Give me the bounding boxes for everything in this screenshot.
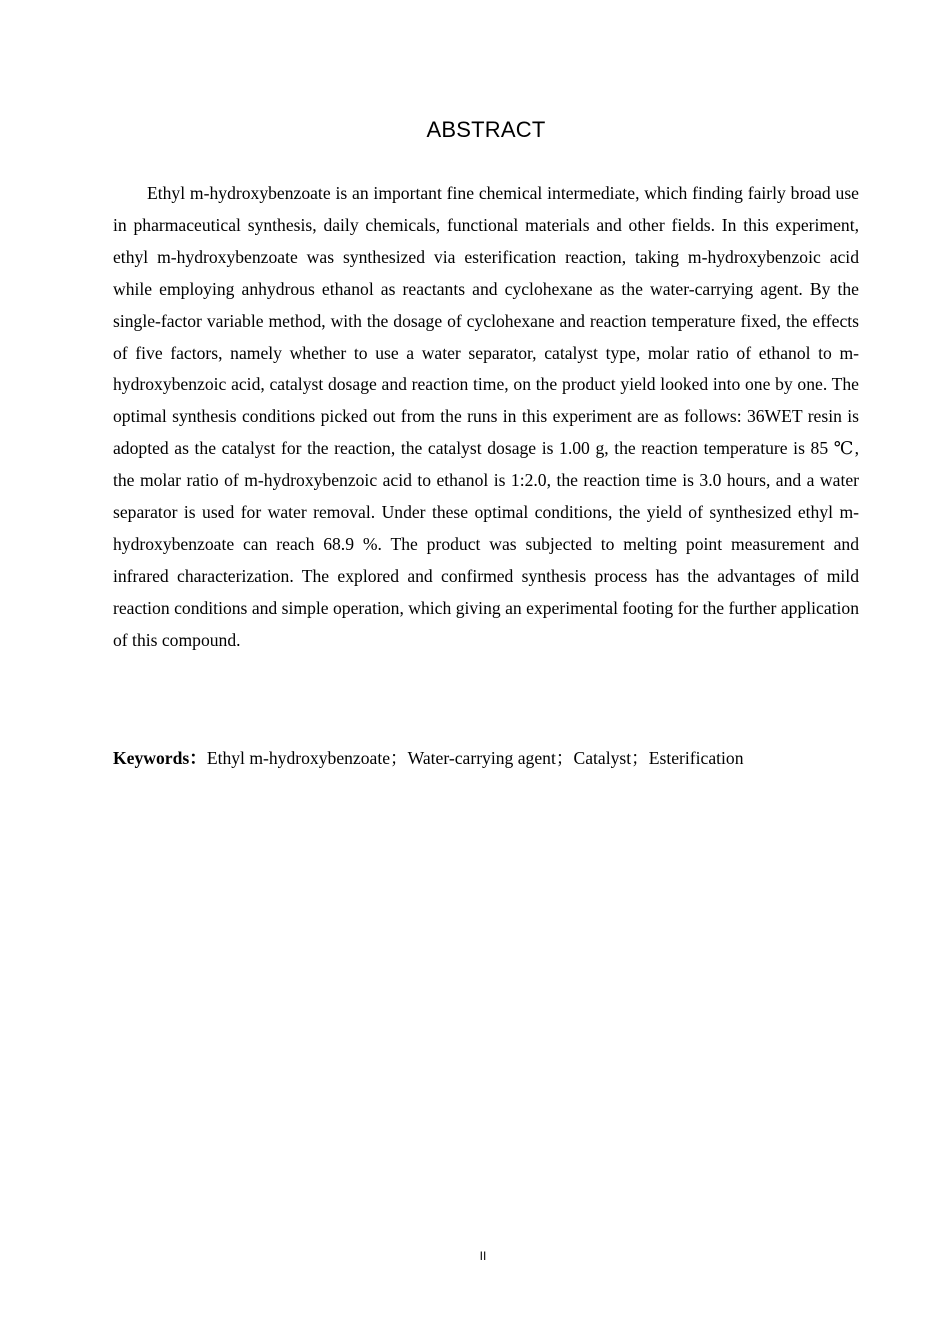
keyword-item: Catalyst bbox=[573, 748, 632, 768]
abstract-paragraph: Ethyl m-hydroxybenzoate is an important fine chemical intermediate, which finding fairly broad use in pharmaceutical synthesis, daily chemicals, functional materials and other fields. In this experiment, ethyl m-hydroxybenzoate was synthesized via esterification reaction, taking m-hydroxybenzoic acid while employing anhydrous ethanol as reactants and cyclohexane as the water-carrying agent. By the single-factor variable method, with the dosage of cyclohexane and reaction temperature fixed, the effects of five factors, namely whether to use a water separator, catalyst type, molar ratio of ethanol to m-hydroxybenzoic acid, catalyst dosage and reaction time, on the product yield looked into one by one. The optimal synthesis conditions picked out from the runs in this experiment are as follows: 36WET resin is adopted as the catalyst for the reaction, the catalyst dosage is 1.00 g, the reaction temperature is 85 ℃, the molar ratio of m-hydroxybenzoic acid to ethanol is 1:2.0, the reaction time is 3.0 hours, and a water separator is used for water removal. Under these optimal conditions, the yield of synthesized ethyl m-hydroxybenzoate can reach 68.9 %. The product was subjected to melting point measurement and infrared characterization. The explored and confirmed synthesis process has the advantages of mild reaction conditions and simple operation, which giving an experimental footing for the further application of this compound. bbox=[113, 183, 859, 650]
keyword-separator: ； bbox=[555, 748, 574, 768]
abstract-title: ABSTRACT bbox=[426, 117, 546, 142]
page-number: II bbox=[479, 1249, 487, 1263]
keyword-item: Ethyl m-hydroxybenzoate bbox=[206, 748, 391, 768]
keyword-item: Water-carrying agent bbox=[407, 748, 556, 768]
keywords-label: Keywords： bbox=[113, 748, 207, 768]
keyword-separator: ； bbox=[390, 748, 408, 768]
keyword-item: Esterification bbox=[648, 748, 744, 768]
keywords-line bbox=[113, 743, 859, 775]
keyword-separator: ； bbox=[631, 748, 649, 768]
